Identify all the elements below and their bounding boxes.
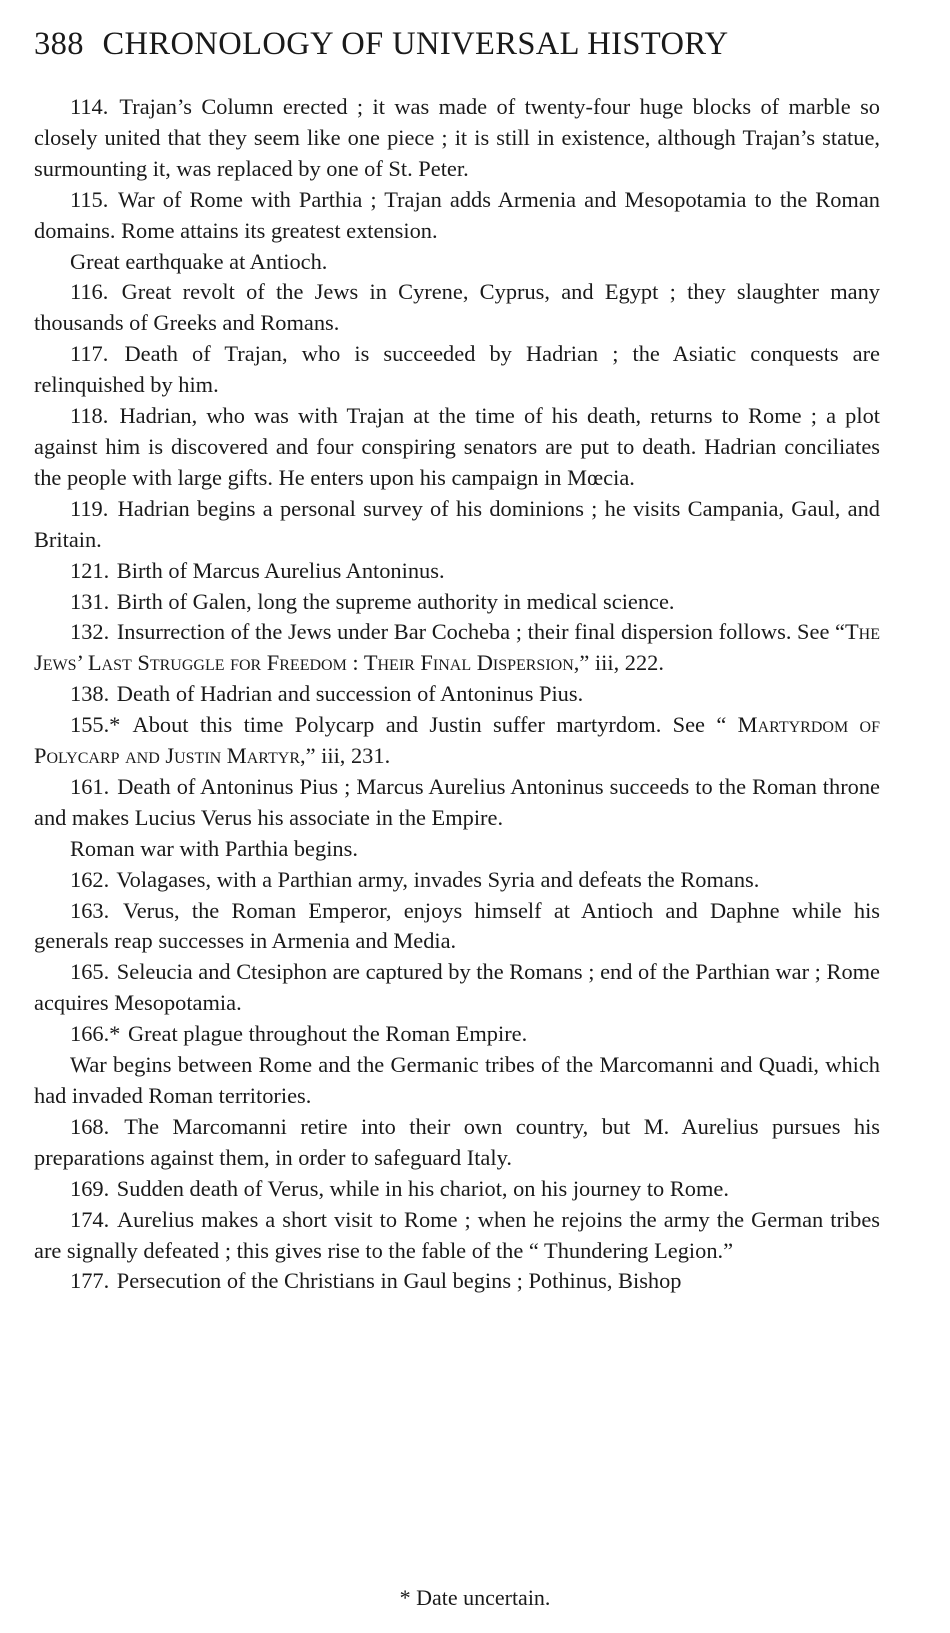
entry-text: Trajan’s Column erected ; it was made of twenty-four huge blocks of marble so closely united that they seem like one piece ; it is still in existence, although Trajan’s statue, surmounting it, was replaced by one of St. Peter. bbox=[34, 94, 880, 181]
entry-text: War of Rome with Parthia ; Trajan adds Armenia and Mesopotamia to the Roman domains. Rome attains its greatest extension. bbox=[34, 186, 880, 243]
entry-year: 131. bbox=[70, 588, 110, 614]
chronology-entry bbox=[34, 494, 880, 556]
chronology-entry bbox=[34, 957, 880, 1019]
chronology-entry bbox=[34, 1019, 880, 1050]
entry-year: 116. bbox=[70, 279, 109, 305]
footnote: * Date uncertain. bbox=[399, 1585, 551, 1610]
entry-year: 155.* bbox=[70, 712, 121, 738]
entry-text: Great revolt of the Jews in Cyrene, Cyprus, and Egypt ; they slaughter many thousands of Greeks and Romans. bbox=[34, 279, 880, 336]
chronology-entry bbox=[34, 834, 880, 865]
entry-year: 165. bbox=[70, 959, 110, 985]
chronology-entry bbox=[34, 1205, 880, 1267]
entry-text: Sudden death of Verus, while in his chariot, on his journey to Rome. bbox=[111, 1175, 729, 1201]
chronology-entry bbox=[34, 247, 880, 278]
chronology-entry bbox=[34, 339, 880, 401]
running-title: CHRONOLOGY OF UNIVERSAL HISTORY bbox=[102, 26, 729, 62]
chronology-entry bbox=[34, 617, 880, 679]
entry-year: 121. bbox=[70, 557, 110, 583]
entry-text: Death of Antoninus Pius ; Marcus Aurelius Antoninus succeeds to the Roman throne and makes Lucius Verus his associate in the Empire. bbox=[34, 773, 880, 830]
entry-text: Birth of Marcus Aurelius Antoninus. bbox=[111, 557, 445, 583]
cross-reference-title: The Jews’ Last Struggle for Freedom : Their Final Dispersion, bbox=[34, 619, 880, 676]
chronology-entry bbox=[34, 710, 880, 772]
entry-year: 119. bbox=[70, 495, 109, 521]
entry-year: 132. bbox=[70, 619, 110, 645]
entry-text: Persecution of the Christians in Gaul begins ; Pothinus, Bishop bbox=[111, 1268, 682, 1294]
entry-text: Great earthquake at Antioch. bbox=[70, 248, 328, 274]
entry-year: 138. bbox=[70, 681, 110, 707]
entry-text: Birth of Galen, long the supreme authority in medical science. bbox=[111, 588, 675, 614]
entry-text: About this time Polycarp and Justin suffer martyrdom. See “ bbox=[122, 712, 738, 738]
chronology-entry bbox=[34, 865, 880, 896]
running-header bbox=[34, 26, 894, 63]
chronology-entry bbox=[34, 185, 880, 247]
chronology-entry bbox=[34, 896, 880, 958]
entry-text: Aurelius makes a short visit to Rome ; when he rejoins the army the German tribes are signally defeated ; this gives rise to the fable of the “ Thundering Legion.” bbox=[34, 1206, 880, 1263]
entry-year: 177. bbox=[70, 1268, 110, 1294]
entry-year: 168. bbox=[70, 1113, 110, 1139]
entry-text: Insurrection of the Jews under Bar Cocheba ; their final dispersion follows. See “ bbox=[111, 619, 845, 645]
entry-text: Death of Hadrian and succession of Antoninus Pius. bbox=[111, 681, 584, 707]
chronology-entry bbox=[34, 772, 880, 834]
chronology-entry bbox=[34, 1050, 880, 1112]
entry-text: Verus, the Roman Emperor, enjoys himself at Antioch and Daphne while his generals reap successes in Armenia and Media. bbox=[34, 897, 880, 954]
entry-text: Hadrian begins a personal survey of his dominions ; he visits Campania, Gaul, and Britain. bbox=[34, 495, 880, 552]
chronology-entry bbox=[34, 92, 880, 185]
entry-year: 115. bbox=[70, 186, 109, 212]
chronology-entry bbox=[34, 556, 880, 587]
entry-text: Seleucia and Ctesiphon are captured by the Romans ; end of the Parthian war ; Rome acquires Mesopotamia. bbox=[34, 959, 880, 1016]
cross-reference-location: ” iii, 231. bbox=[305, 743, 391, 769]
page-number: 388 bbox=[34, 26, 84, 62]
entry-year: 162. bbox=[70, 866, 110, 892]
entry-text: Volagases, with a Parthian army, invades Syria and defeats the Romans. bbox=[111, 866, 760, 892]
chronology-entry bbox=[34, 679, 880, 710]
entry-year: 118. bbox=[70, 403, 109, 429]
chronology-entry bbox=[34, 1174, 880, 1205]
entry-text: Hadrian, who was with Trajan at the time of his death, returns to Rome ; a plot against him is discovered and four conspiring senators are put to death. Hadrian conciliates the people with large gifts. He enters upon his campaign in Mœcia. bbox=[34, 403, 880, 490]
entry-year: 166.* bbox=[70, 1021, 121, 1047]
entry-year: 114. bbox=[70, 94, 109, 119]
chronology-entry bbox=[34, 1266, 880, 1297]
entry-text: War begins between Rome and the Germanic tribes of the Marcomanni and Quadi, which had invaded Roman territories. bbox=[34, 1052, 880, 1108]
entry-text: Great plague throughout the Roman Empire. bbox=[122, 1021, 528, 1047]
chronology-entry bbox=[34, 587, 880, 618]
entry-year: 163. bbox=[70, 897, 110, 923]
entry-text: Roman war with Parthia begins. bbox=[70, 835, 358, 861]
cross-reference-title: Martyrdom of Polycarp and Justin Martyr, bbox=[34, 712, 881, 769]
chronology-entry bbox=[34, 401, 880, 494]
chronology-entry bbox=[34, 1112, 880, 1174]
entry-year: 169. bbox=[70, 1175, 110, 1201]
entry-text: The Marcomanni retire into their own country, but M. Aurelius pursues his preparations against them, in order to safeguard Italy. bbox=[34, 1113, 880, 1170]
entry-text: Death of Trajan, who is succeeded by Hadrian ; the Asiatic conquests are relinquished by him. bbox=[34, 341, 880, 398]
entry-year: 161. bbox=[70, 773, 110, 799]
chronology-entry bbox=[34, 277, 880, 339]
cross-reference-location: ” iii, 222. bbox=[579, 650, 664, 676]
entry-year: 117. bbox=[70, 341, 109, 367]
entry-year: 174. bbox=[70, 1206, 110, 1232]
chronology-entries bbox=[34, 92, 880, 1297]
